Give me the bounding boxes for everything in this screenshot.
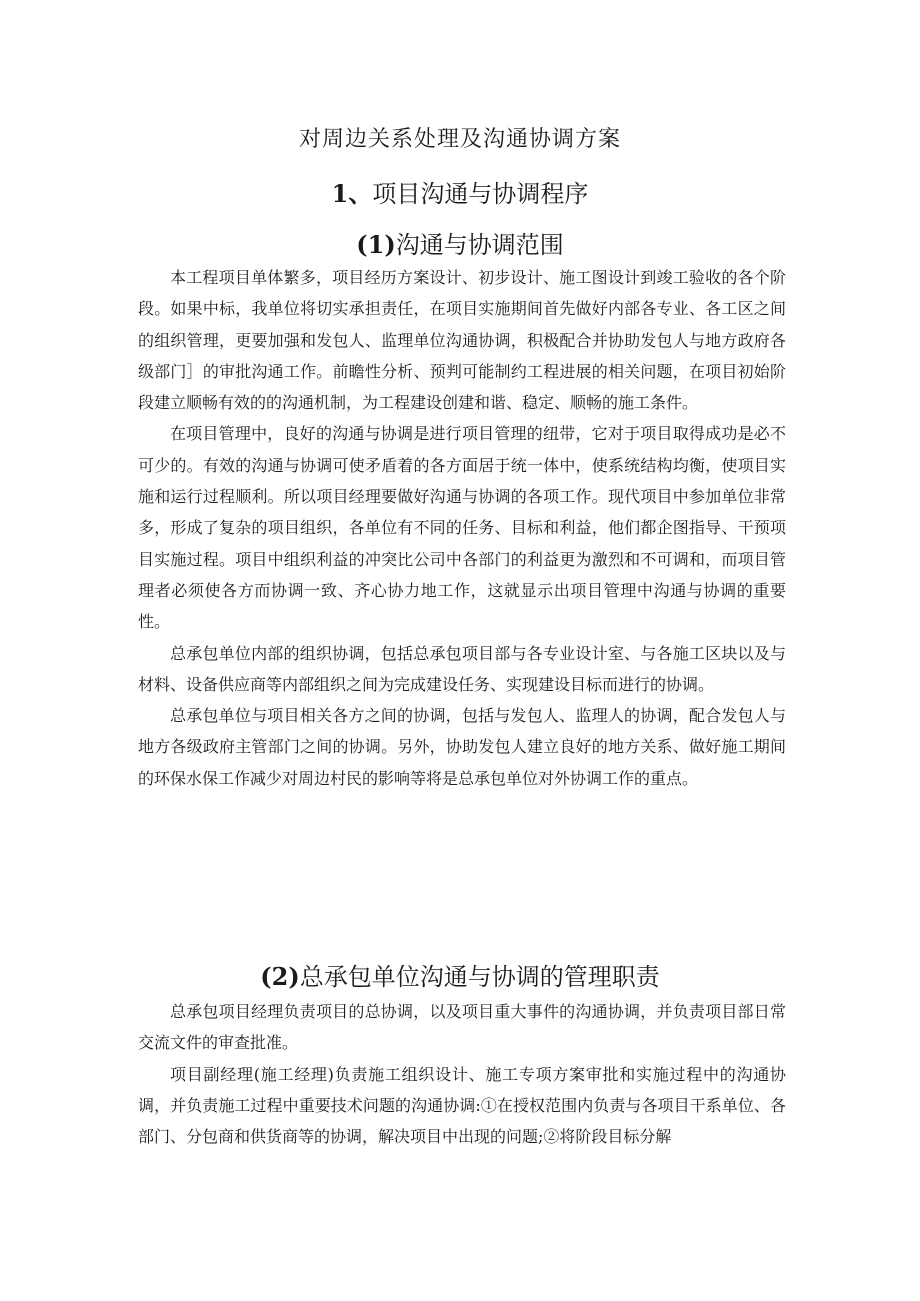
subsection-body-1 [138,262,786,794]
paragraph: 在项目管理中，良好的沟通与协调是进行项目管理的纽带，它对于项目取得成功是必不可少的。有效的沟通与协调可使矛盾着的各方面居于统一体中，使系统结构均衡，使项目实施和运行过程顺利。所以项目经理要做好沟通与协调的各项工作。现代项目中参加单位非常多，形成了复杂的项目组织，各单位有不同的任务、目标和利益，他们都企图指导、干预项目实施过程。项目中组织利益的冲突比公司中各部门的利益更为激烈和不可调和，而项目管理者必须使各方而协调一致、齐心协力地工作，这就显示出项目管理中沟通与协调的重要性。 [138,424,786,632]
paragraph: 总承包单位与项目相关各方之间的协调，包括与发包人、监理人的协调，配合发包人与地方各级政府主管部门之间的协调。另外，协助发包人建立良好的地方关系、做好施工期间的环保水保工作减少对周边村民的影响等将是总承包单位对外协调工作的重点。 [138,706,786,788]
subsection-body-2 [138,996,786,1152]
document-title: 对周边关系处理及沟通协调方案 [298,127,621,152]
paragraph: 总承包单位内部的组织协调，包括总承包项目部与各专业设计室、与各施工区块以及与材料、设备供应商等内部组织之间为完成建设任务、实现建设目标而进行的协调。 [138,643,786,694]
section-heading-text: 项目沟通与协调程序 [372,180,589,208]
section-number: 1、 [331,179,373,208]
subsection-heading-2 [0,957,920,992]
paragraph: 本工程项目单体繁多，项目经历方案设计、初步设计、施工图设计到竣工验收的各个阶段。如果中标，我单位将切实承担责任，在项目实施期间首先做好内部各专业、各工区之间的组织管理，更要加强和发包人、监理单位沟通协调，积极配合并协助发包人与地方政府各级部门］的审批沟通工作。前瞻性分析、预判可能制约工程进展的相关问题，在项目初始阶段建立顺畅有效的的沟通机制，为工程建设创建和谐、稳定、顺畅的施工条件。 [138,268,786,413]
subsection-heading-1 [0,225,920,260]
paragraph: 项目副经理(施工经理)负责施工组织设计、施工专项方案审批和实施过程中的沟通协调，并负责施工过程中重要技术问题的沟通协调:①在授权范围内负责与各项目干系单位、各部门、分包商和供货商等的协调，解决项目中出现的问题;②将阶段目标分解 [138,1064,786,1147]
subsection-number-2: (2) [260,962,300,991]
subsection-heading-text-2: 总承包单位沟通与协调的管理职责 [299,963,660,991]
section-heading [0,174,920,209]
paragraph: 总承包项目经理负责项目的总协调，以及项目重大事件的沟通协调，并负责项目部日常交流文件的审查批准。 [138,1002,786,1053]
subsection-number-1: (1) [356,230,396,259]
subsection-heading-text-1: 沟通与协调范围 [395,231,564,259]
